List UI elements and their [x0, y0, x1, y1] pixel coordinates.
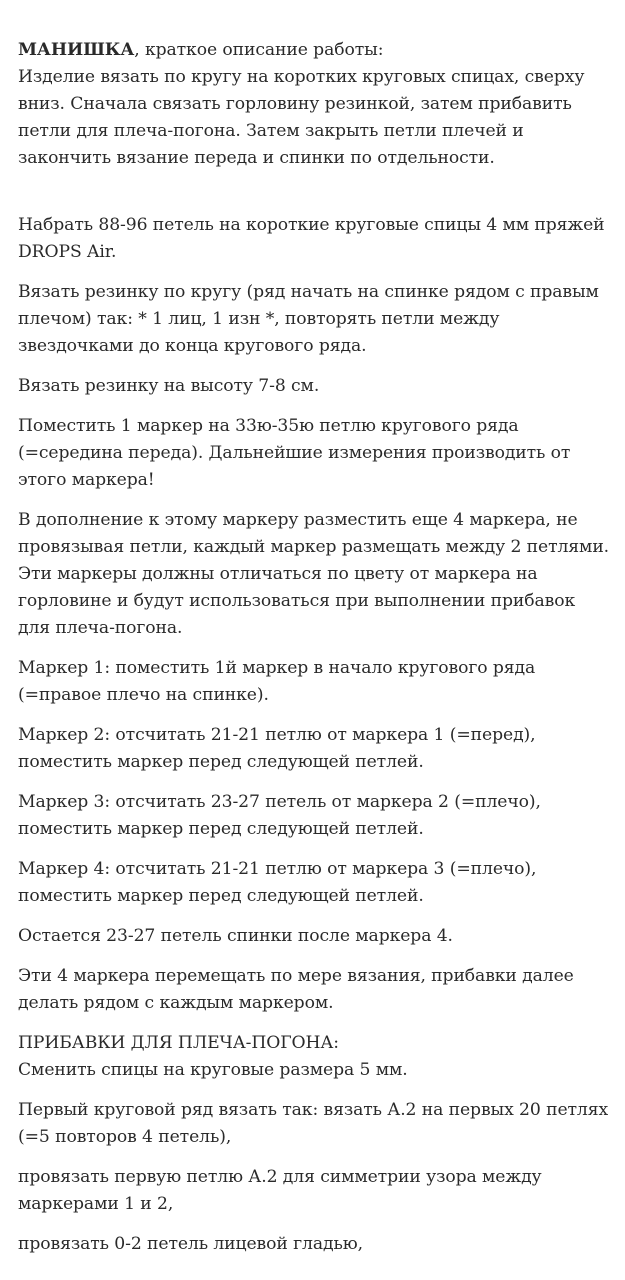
paragraph-symmetry: провязать первую петлю А.2 для симметрии узора между маркерами 1 и 2,	[18, 1167, 542, 1214]
intro-text: Изделие вязать по кругу на коротких круговых спицах, сверху вниз. Сначала связать горловину резинкой, затем прибавить петли для плеча-погона. Затем закрыть петли плечей и закончить вязание переда и спинки по отдельности.	[18, 67, 585, 168]
paragraph-rib-pattern: Вязать резинку по кругу (ряд начать на спинке рядом с правым плечом) так: * 1 лиц, 1 изн *, повторять петли между звездочками до конца кругового ряда.	[18, 282, 599, 356]
paragraph-rib-height: Вязать резинку на высоту 7-8 см.	[18, 376, 320, 396]
section-text: Сменить спицы на круговые размера 5 мм.	[18, 1060, 408, 1080]
paragraph-stockinette: провязать 0-2 петель лицевой гладью,	[18, 1234, 363, 1254]
paragraph-first-round: Первый круговой ряд вязать так: вязать А.2 на первых 20 петлях (=5 повторов 4 петель),	[18, 1100, 609, 1147]
paragraph-marker-1: Маркер 1: поместить 1й маркер в начало кругового ряда (=правое плечо на спинке).	[18, 658, 536, 705]
paragraph-marker-4: Маркер 4: отсчитать 21-21 петлю от маркера 3 (=плечо), поместить маркер перед следующей петлей.	[18, 859, 537, 906]
title-description: , краткое описание работы:	[134, 40, 384, 60]
paragraph-back-stitches: Остается 23-27 петель спинки после маркера 4.	[18, 926, 453, 946]
paragraph-marker-2: Маркер 2: отсчитать 21-21 петлю от маркера 1 (=перед), поместить маркер перед следующей петлей.	[18, 725, 536, 772]
document-title: МАНИШКА	[18, 40, 135, 60]
paragraph-extra-markers: В дополнение к этому маркеру разместить еще 4 маркера, не провязывая петли, каждый маркер размещать между 2 петлями. Эти маркеры должны отличаться по цвету от маркера на горловине и будут использоваться при выполнении прибавок для плеча-погона.	[18, 510, 610, 638]
paragraph-center-marker: Поместить 1 маркер на 33ю-35ю петлю кругового ряда (=середина переда). Дальнейшие измерения производить от этого маркера!	[18, 416, 571, 490]
section-increases	[18, 1030, 611, 1084]
section-heading: ПРИБАВКИ ДЛЯ ПЛЕЧА-ПОГОНА:	[18, 1033, 339, 1053]
paragraph-cast-on: Набрать 88-96 петель на короткие круговые спицы 4 мм пряжей DROPS Air.	[18, 215, 605, 262]
paragraph-marker-3: Маркер 3: отсчитать 23-27 петель от маркера 2 (=плечо), поместить маркер перед следующей петлей.	[18, 792, 541, 839]
paragraph-move-markers: Эти 4 маркера перемещать по мере вязания, прибавки далее делать рядом с каждым маркером.	[18, 966, 574, 1013]
intro-paragraph	[18, 37, 611, 172]
